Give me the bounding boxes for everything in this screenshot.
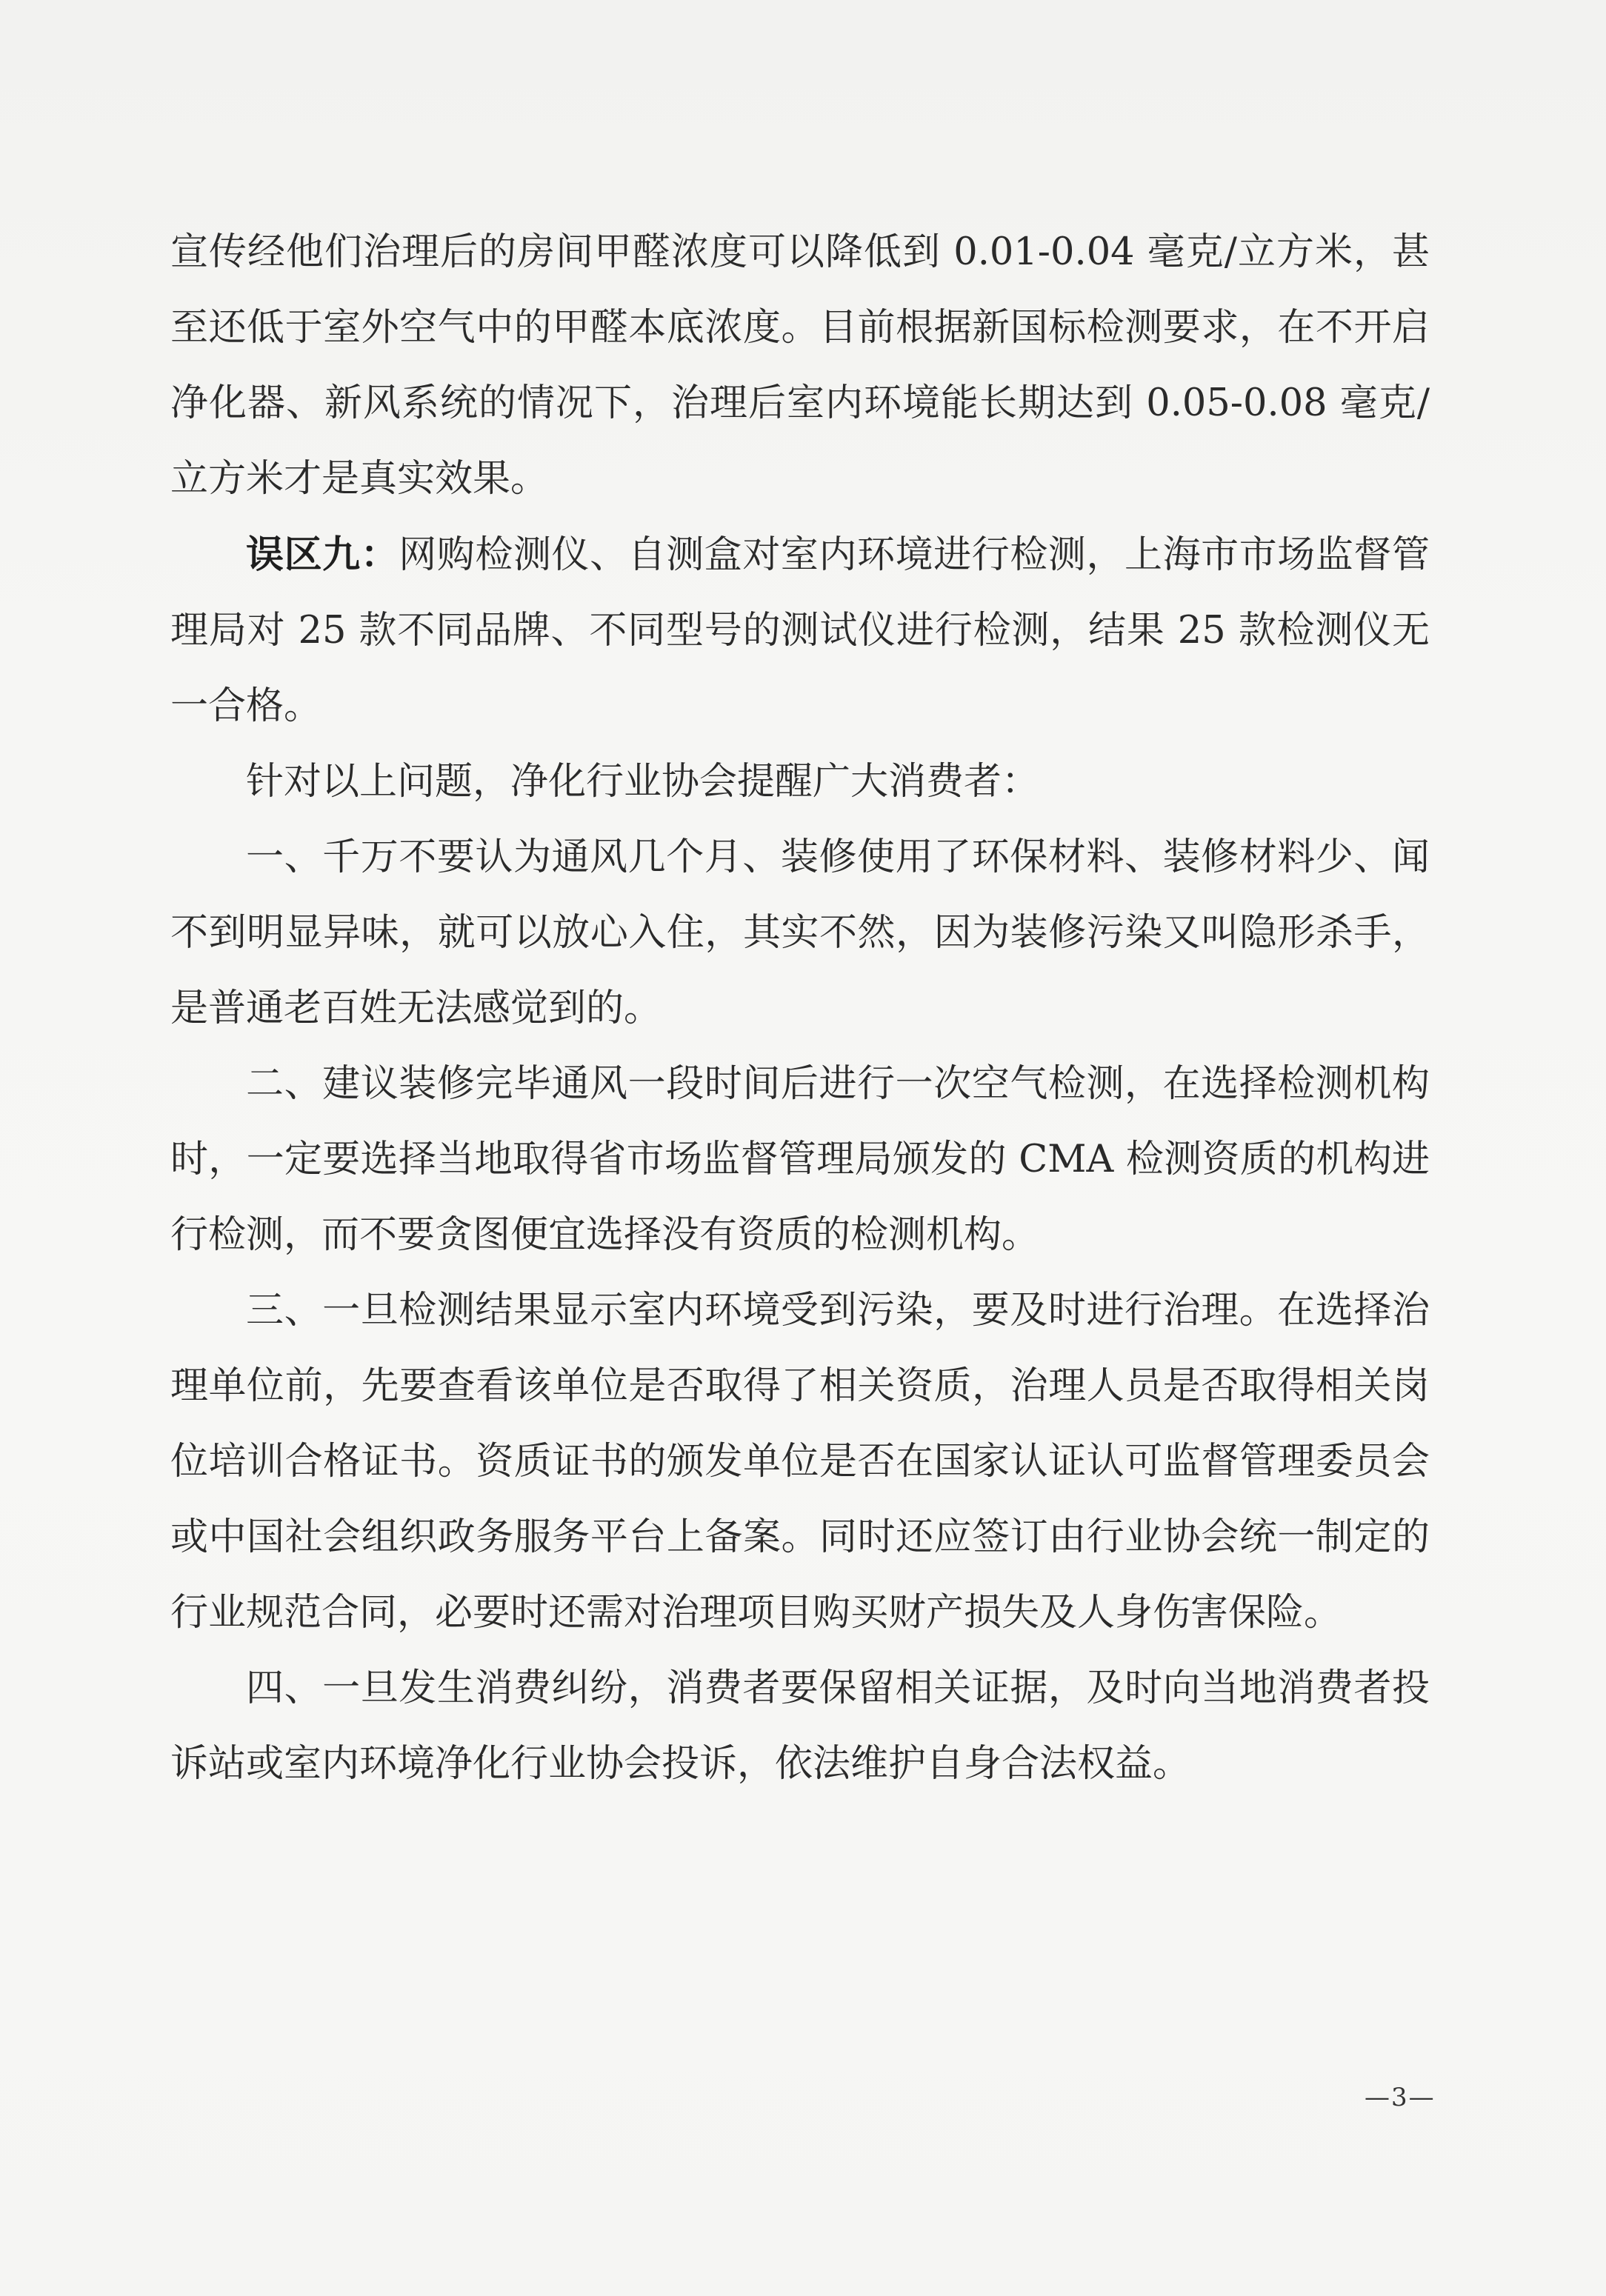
page-number: —3— bbox=[1365, 2083, 1436, 2112]
paragraph-point-four: 四、一旦发生消费纠纷，消费者要保留相关证据，及时向当地消费者投诉站或室内环境净化行业协会投诉，依法维护自身合法权益。 bbox=[170, 1666, 1430, 1786]
paragraph-point-two: 二、建议装修完毕通风一段时间后进行一次空气检测，在选择检测机构时，一定要选择当地取得省市场监督管理局颁发的 CMA 检测资质的机构进行检测，而不要贪图便宜选择没有资质的检测机构。 bbox=[170, 1062, 1430, 1257]
paragraph-point-three: 三、一旦检测结果显示室内环境受到污染，要及时进行治理。在选择治理单位前，先要查看该单位是否取得了相关资质，治理人员是否取得相关岗位培训合格证书。资质证书的颁发单位是否在国家认证认可监督管理委员会或中国社会组织政务服务平台上备案。同时还应签订由行业协会统一制定的行业规范合同，必要时还需对治理项目购买财产损失及人身伤害保险。 bbox=[170, 1289, 1430, 1635]
paragraph-reminder-intro: 针对以上问题，净化行业协会提醒广大消费者： bbox=[246, 760, 1040, 804]
myth-nine-text: 网购检测仪、自测盒对室内环境进行检测，上海市市场监督管理局对 25 款不同品牌、不同型号的测试仪进行检测，结果 25 款检测仪无一合格。 bbox=[170, 533, 1430, 728]
paragraph-point-one: 一、千万不要认为通风几个月、装修使用了环保材料、装修材料少、闻不到明显异味，就可以放心入住，其实不然，因为装修污染又叫隐形杀手，是普通老百姓无法感觉到的。 bbox=[170, 835, 1430, 1030]
myth-nine-label: 误区九： bbox=[246, 533, 399, 577]
paragraph-myth-nine bbox=[170, 517, 1430, 744]
document-body bbox=[170, 215, 1430, 1802]
paragraph-intro-continuation: 宣传经他们治理后的房间甲醛浓度可以降低到 0.01-0.04 毫克/立方米，甚至还低于室外空气中的甲醛本底浓度。目前根据新国标检测要求，在不开启净化器、新风系统的情况下，治理后室内环境能长期达到 0.05-0.08 毫克/立方米才是真实效果。 bbox=[170, 230, 1430, 501]
